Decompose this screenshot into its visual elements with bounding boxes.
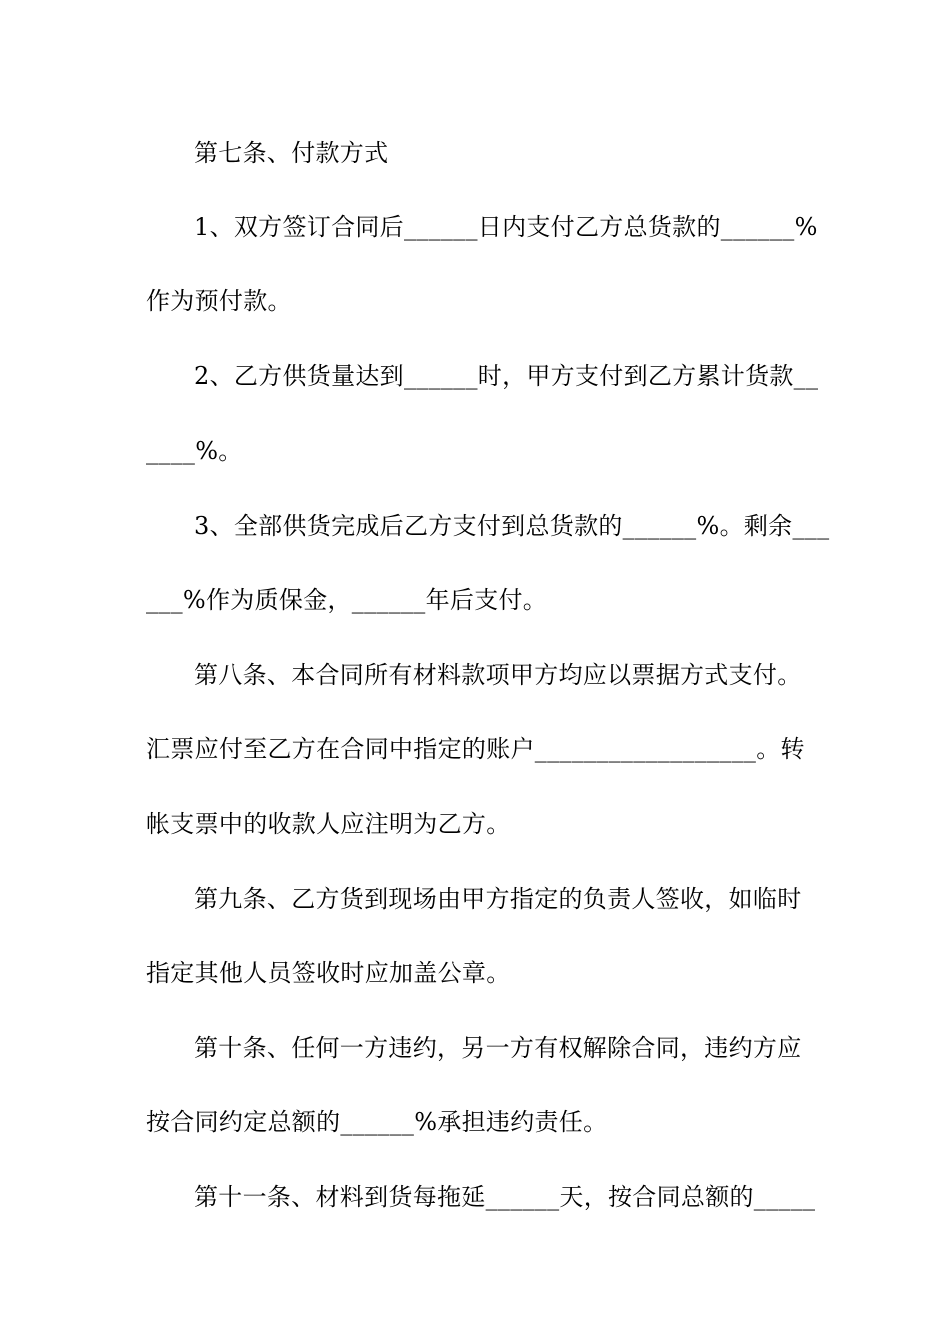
article-7-clause-1-line-2: 作为预付款。 (146, 287, 292, 315)
article-7-clause-3-line-2: ___%作为质保金，______年后支付。 (146, 586, 548, 614)
article-8-line-3: 帐支票中的收款人应注明为乙方。 (146, 810, 511, 838)
article-9-line-2: 指定其他人员签收时应加盖公章。 (146, 959, 511, 987)
article-7-clause-2-line-1: 2、乙方供货量达到______时，甲方支付到乙方累计货款__ (194, 362, 819, 390)
article-8-line-2: 汇票应付至乙方在合同中指定的账户__________________。转 (146, 735, 805, 763)
article-9-line-1: 第九条、乙方货到现场由甲方指定的负责人签收，如临时 (194, 885, 802, 913)
article-7-clause-2-line-2: ____%。 (146, 437, 243, 465)
article-8-line-1: 第八条、本合同所有材料款项甲方均应以票据方式支付。 (194, 661, 802, 689)
article-10-line-1: 第十条、任何一方违约，另一方有权解除合同，违约方应 (194, 1034, 802, 1062)
article-7-clause-1-line-1: 1、双方签订合同后______日内支付乙方总货款的______% (194, 213, 818, 241)
article-11-line-1: 第十一条、材料到货每拖延______天，按合同总额的_____ (194, 1183, 816, 1211)
article-7-heading: 第七条、付款方式 (194, 139, 389, 167)
article-7-clause-3-line-1: 3、全部供货完成后乙方支付到总货款的______%。剩余___ (194, 512, 830, 540)
article-10-line-2: 按合同约定总额的______%承担违约责任。 (146, 1108, 608, 1136)
